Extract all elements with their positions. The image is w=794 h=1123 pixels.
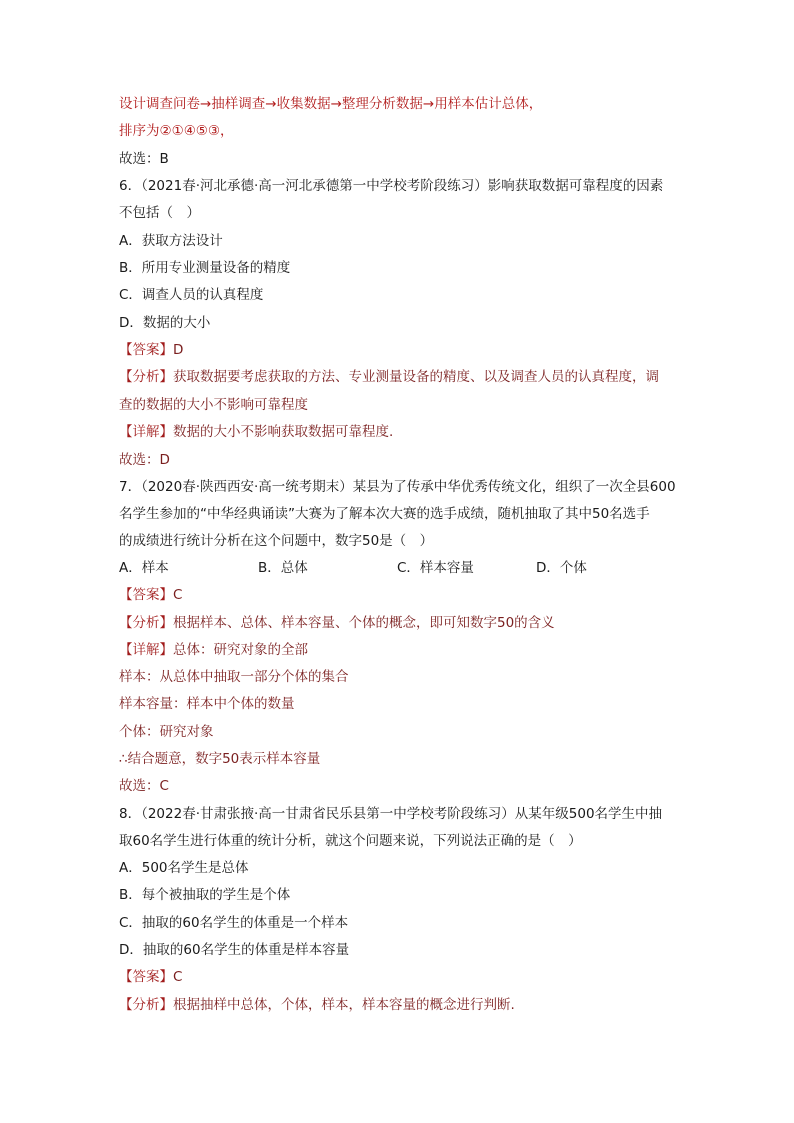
answer-tag: 【答案】 xyxy=(119,969,173,985)
q7-detail-line-5: ∴结合题意，数字50表示样本容量 xyxy=(119,751,321,767)
q8-answer xyxy=(119,967,679,987)
q7-option-b: B．总体 xyxy=(258,560,308,576)
q8-option-d: D．抽取的60名学生的体重是样本容量 xyxy=(119,942,350,958)
q7-detail-line-2: 样本：从总体中抽取一部分个体的集合 xyxy=(119,669,349,685)
q7-stem-line-3: 的成绩进行统计分析在这个问题中，数字50是（ ） xyxy=(119,533,434,549)
analysis-text: 获取数据要考虑获取的方法、专业测量设备的精度、以及调查人员的认真程度，调 xyxy=(173,369,659,385)
answer-value: C xyxy=(173,969,183,985)
q6-stem-line-2: 不包括（ ） xyxy=(119,205,200,221)
q6-pick: 故选：D xyxy=(119,452,170,468)
detail-tag: 【详解】 xyxy=(119,642,173,658)
q7-analysis xyxy=(119,613,679,633)
q6-detail xyxy=(119,422,679,442)
q8-analysis xyxy=(119,995,679,1015)
q6-stem-line-1: 6．（2021春·河北承德·高一河北承德第一中学校考阶段练习）影响获取数据可靠程度的因素 xyxy=(119,178,664,194)
q7-stem-line-1: 7．（2020春·陕西西安·高一统考期末）某县为了传承中华优秀传统文化，组织了一次全县600 xyxy=(119,479,676,495)
analysis-tag: 【分析】 xyxy=(119,615,173,631)
q6-answer xyxy=(119,340,679,360)
solution-pick: 故选：B xyxy=(119,151,169,167)
q7-detail-line-1 xyxy=(119,640,679,660)
q7-answer xyxy=(119,585,679,605)
q7-options xyxy=(119,558,679,578)
analysis-tag: 【分析】 xyxy=(119,369,173,385)
analysis-text: 根据样本、总体、样本容量、个体的概念，即可知数字50的含义 xyxy=(173,615,555,631)
answer-value: C xyxy=(173,587,183,603)
q6-option-d: D．数据的大小 xyxy=(119,315,211,331)
analysis-tag: 【分析】 xyxy=(119,997,173,1013)
q7-option-c: C．样本容量 xyxy=(397,560,474,576)
q8-option-b: B．每个被抽取的学生是个体 xyxy=(119,887,291,903)
q6-option-a: A．获取方法设计 xyxy=(119,233,223,249)
answer-tag: 【答案】 xyxy=(119,342,173,358)
detail-text: 总体：研究对象的全部 xyxy=(173,642,308,658)
q7-detail-line-3: 样本容量：样本中个体的数量 xyxy=(119,696,295,712)
detail-tag: 【详解】 xyxy=(119,424,173,440)
q7-option-d: D．个体 xyxy=(536,560,587,576)
q6-analysis-line-2: 查的数据的大小不影响可靠程度 xyxy=(119,397,308,413)
q6-option-b: B．所用专业测量设备的精度 xyxy=(119,260,291,276)
answer-tag: 【答案】 xyxy=(119,587,173,603)
q6-option-c: C．调查人员的认真程度 xyxy=(119,287,264,303)
q7-pick: 故选：C xyxy=(119,778,169,794)
q8-option-a: A．500名学生是总体 xyxy=(119,860,249,876)
q7-detail-line-4: 个体：研究对象 xyxy=(119,724,214,740)
q8-option-c: C．抽取的60名学生的体重是一个样本 xyxy=(119,915,349,931)
q6-analysis-line-1 xyxy=(119,367,679,387)
analysis-text: 根据抽样中总体，个体，样本，样本容量的概念进行判断. xyxy=(173,997,515,1013)
q7-option-a: A．样本 xyxy=(119,560,169,576)
solution-steps: 设计调查问卷→抽样调查→收集数据→整理分析数据→用样本估计总体， xyxy=(119,96,543,112)
detail-text: 数据的大小不影响获取数据可靠程度. xyxy=(173,424,394,440)
q8-stem-line-2: 取60名学生进行体重的统计分析，就这个问题来说，下列说法正确的是（ ） xyxy=(119,833,582,849)
answer-value: D xyxy=(173,342,184,358)
solution-order: 排序为②①④⑤③， xyxy=(119,123,234,139)
q8-stem-line-1: 8．（2022春·甘肃张掖·高一甘肃省民乐县第一中学校考阶段练习）从某年级500名学生中抽 xyxy=(119,806,663,822)
q7-stem-line-2: 名学生参加的“中华经典诵读”大赛为了解本次大赛的选手成绩，随机抽取了其中50名选手 xyxy=(119,506,650,522)
